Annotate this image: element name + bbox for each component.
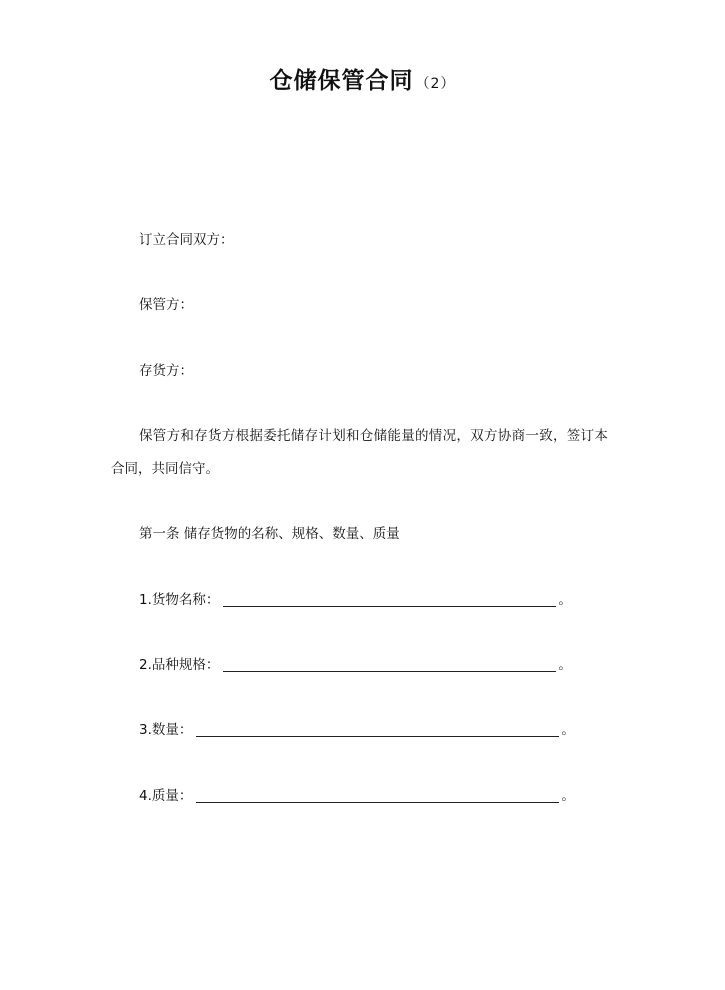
- item-quality: [139, 786, 575, 806]
- item-variety-spec: [139, 655, 572, 675]
- item-goods-name: [139, 590, 572, 610]
- intro-paragraph-line-1: 保管方和存货方根据委托储存计划和仓储能量的情况，双方协商一致，签订本: [139, 428, 609, 444]
- item-end: 。: [558, 657, 572, 673]
- fill-in-blank[interactable]: [196, 722, 559, 737]
- article-1-heading: 第一条 储存货物的名称、规格、数量、质量: [139, 526, 400, 542]
- item-end: 。: [561, 722, 575, 738]
- title-suffix: （2）: [415, 76, 456, 92]
- intro-paragraph-line-2: 合同，共同信守。: [111, 461, 219, 477]
- fill-in-blank[interactable]: [196, 788, 559, 803]
- item-label: 1.货物名称：: [139, 592, 220, 608]
- item-end: 。: [558, 592, 572, 608]
- document-title: [0, 62, 725, 95]
- item-quantity: [139, 720, 575, 740]
- parties-heading: 订立合同双方：: [139, 232, 234, 248]
- title-text: 仓储保管合同: [269, 68, 414, 94]
- fill-in-blank[interactable]: [223, 657, 556, 672]
- item-label: 3.数量：: [139, 722, 193, 738]
- depositor-label: 存货方：: [139, 363, 193, 379]
- item-end: 。: [561, 788, 575, 804]
- fill-in-blank[interactable]: [223, 592, 556, 607]
- item-label: 2.品种规格：: [139, 657, 220, 673]
- item-label: 4.质量：: [139, 788, 193, 804]
- custodian-label: 保管方：: [139, 297, 193, 313]
